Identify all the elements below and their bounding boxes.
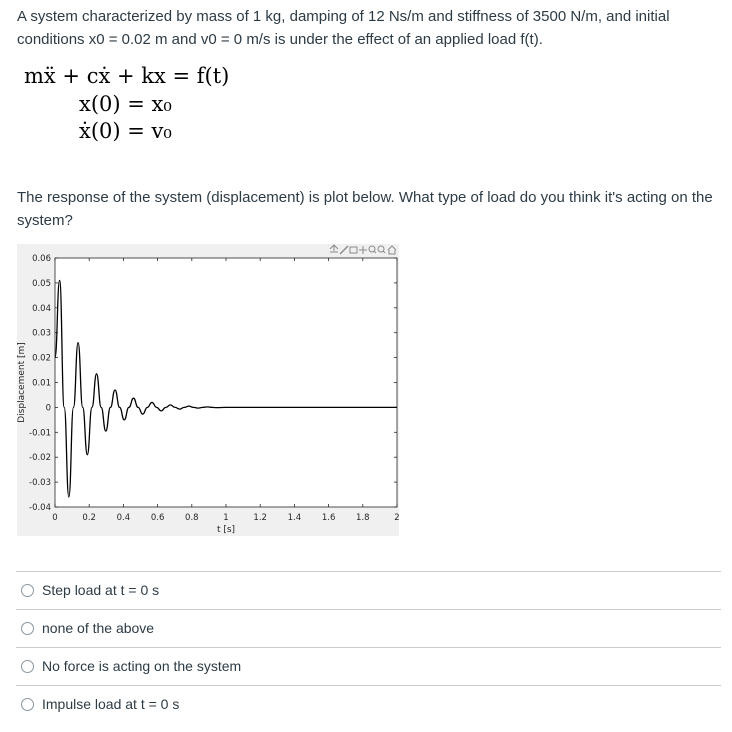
x-tick-label: 1.8: [356, 513, 370, 523]
y-tick-label: -0.01: [29, 428, 51, 439]
answer-label: Step load at t = 0 s: [42, 582, 160, 598]
response-figure: [17, 244, 399, 536]
x-tick-label: 2: [394, 513, 400, 523]
datatip-icon[interactable]: [350, 247, 357, 253]
brush-icon[interactable]: [340, 246, 348, 254]
home-icon[interactable]: [388, 246, 396, 254]
equation-of-motion: mẍ + cẋ + kx = f(t): [24, 64, 230, 88]
y-tick-label: -0.04: [29, 503, 51, 513]
x-tick-label: 0.4: [116, 513, 131, 523]
x-tick-label: 0.2: [82, 513, 96, 523]
figure-toolbar: [330, 245, 396, 254]
answer-option-step-load[interactable]: [16, 571, 721, 609]
radio-button[interactable]: [21, 584, 34, 597]
x-tick-label: 0.8: [185, 513, 199, 523]
y-axis-label: Displacement [m]: [17, 342, 27, 423]
y-tick-label: 0.05: [32, 278, 51, 289]
radio-button[interactable]: [21, 660, 34, 673]
plot-area: [55, 258, 397, 507]
zoom-out-icon[interactable]: [378, 246, 385, 253]
y-tick-label: -0.03: [29, 478, 51, 489]
y-tick-label: 0.01: [32, 378, 51, 389]
pan-icon[interactable]: [359, 246, 367, 254]
x-axis-label: t [s]: [216, 525, 236, 535]
radio-button[interactable]: [21, 622, 34, 635]
initial-velocity-equation: ẋ(0) = v₀: [79, 119, 172, 143]
x-tick-label: 1.6: [321, 513, 336, 523]
answer-label: none of the above: [42, 620, 155, 636]
save-icon[interactable]: [330, 245, 338, 252]
y-tick-label: 0.02: [32, 353, 51, 364]
initial-displacement-equation: x(0) = x₀: [79, 92, 172, 116]
question-prompt: The response of the system (displacement) is plot below. What type of load do you think it's acting on the system?: [17, 189, 713, 229]
y-tick-label: 0.03: [32, 328, 51, 339]
answer-list: [16, 571, 721, 723]
y-tick-label: 0.06: [32, 254, 51, 264]
answer-label: No force is acting on the system: [42, 658, 242, 674]
answer-option-none-of-the-above[interactable]: [16, 609, 721, 647]
question-intro: A system characterized by mass of 1 kg, damping of 12 Ns/m and stiffness of 3500 N/m, and initial conditions x0 = 0.02 m and v0 = 0 m/s is under the effect of an applied load f(t).: [17, 8, 670, 48]
zoom-in-icon[interactable]: [369, 246, 376, 253]
x-tick-label: 1.2: [253, 513, 267, 523]
x-tick-label: 0.6: [150, 513, 165, 523]
answer-label: Impulse load at t = 0 s: [42, 696, 180, 712]
x-tick-label: 1.4: [287, 513, 302, 523]
answer-option-no-force[interactable]: [16, 647, 721, 685]
x-tick-label: 0: [52, 513, 58, 523]
y-tick-label: -0.02: [29, 453, 51, 464]
answer-option-impulse-load[interactable]: [16, 685, 721, 723]
radio-button[interactable]: [21, 698, 34, 711]
displacement-chart: [17, 244, 399, 536]
y-tick-label: 0: [45, 403, 51, 414]
x-tick-label: 1: [223, 513, 229, 523]
y-tick-label: 0.04: [32, 303, 51, 314]
